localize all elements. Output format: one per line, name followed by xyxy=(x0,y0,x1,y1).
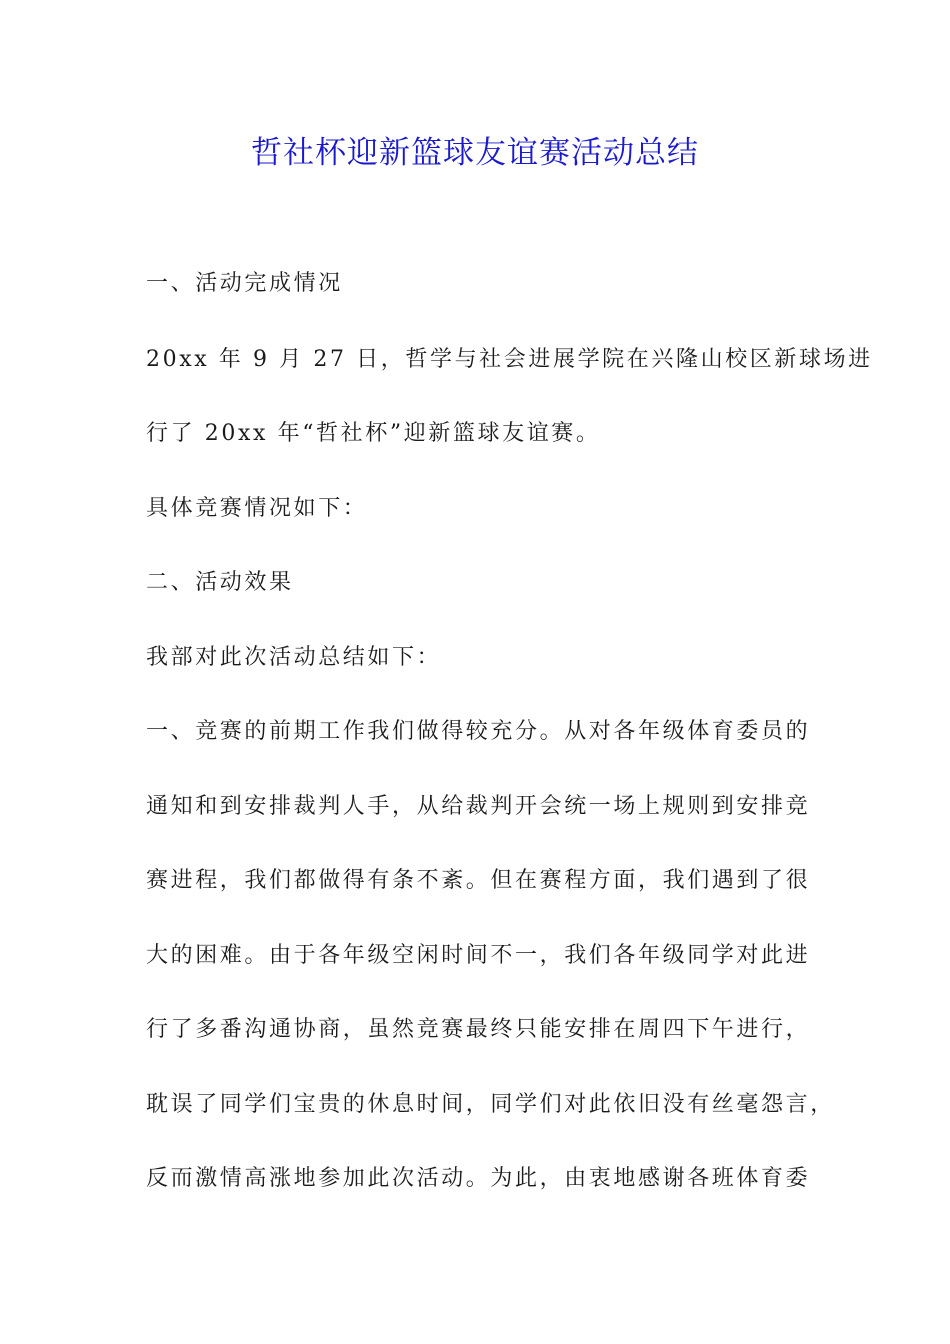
section-heading-1: 一、活动完成情况 xyxy=(146,271,343,296)
paragraph-line: 我部对此次活动总结如下： xyxy=(146,645,442,670)
paragraph-line: 20xx 年 9 月 27 日，哲学与社会进展学院在兴隆山校区新球场进 xyxy=(146,347,873,372)
section-heading-2: 二、活动效果 xyxy=(146,570,294,595)
paragraph-line: 大的困难。由于各年级空闲时间不一，我们各年级同学对此进 xyxy=(146,943,811,968)
paragraph-line: 一、竞赛的前期工作我们做得较充分。从对各年级体育委员的 xyxy=(146,719,811,744)
paragraph-line: 通知和到安排裁判人手，从给裁判开会统一场上规则到安排竞 xyxy=(146,794,811,819)
paragraph-line: 行了 20xx 年“哲社杯”迎新篮球友谊赛。 xyxy=(146,421,601,446)
paragraph-line: 耽误了同学们宝贵的休息时间，同学们对此依旧没有丝毫怨言， xyxy=(146,1092,835,1117)
paragraph-line: 行了多番沟通协商，虽然竞赛最终只能安排在周四下午进行， xyxy=(146,1017,811,1042)
paragraph-line: 具体竞赛情况如下： xyxy=(146,496,368,521)
paragraph-line: 赛进程，我们都做得有条不紊。但在赛程方面，我们遇到了很 xyxy=(146,868,811,893)
document-title: 哲社杯迎新篮球友谊赛活动总结 xyxy=(251,135,699,171)
paragraph-line: 反而激情高涨地参加此次活动。为此，由衷地感谢各班体育委 xyxy=(146,1166,811,1191)
